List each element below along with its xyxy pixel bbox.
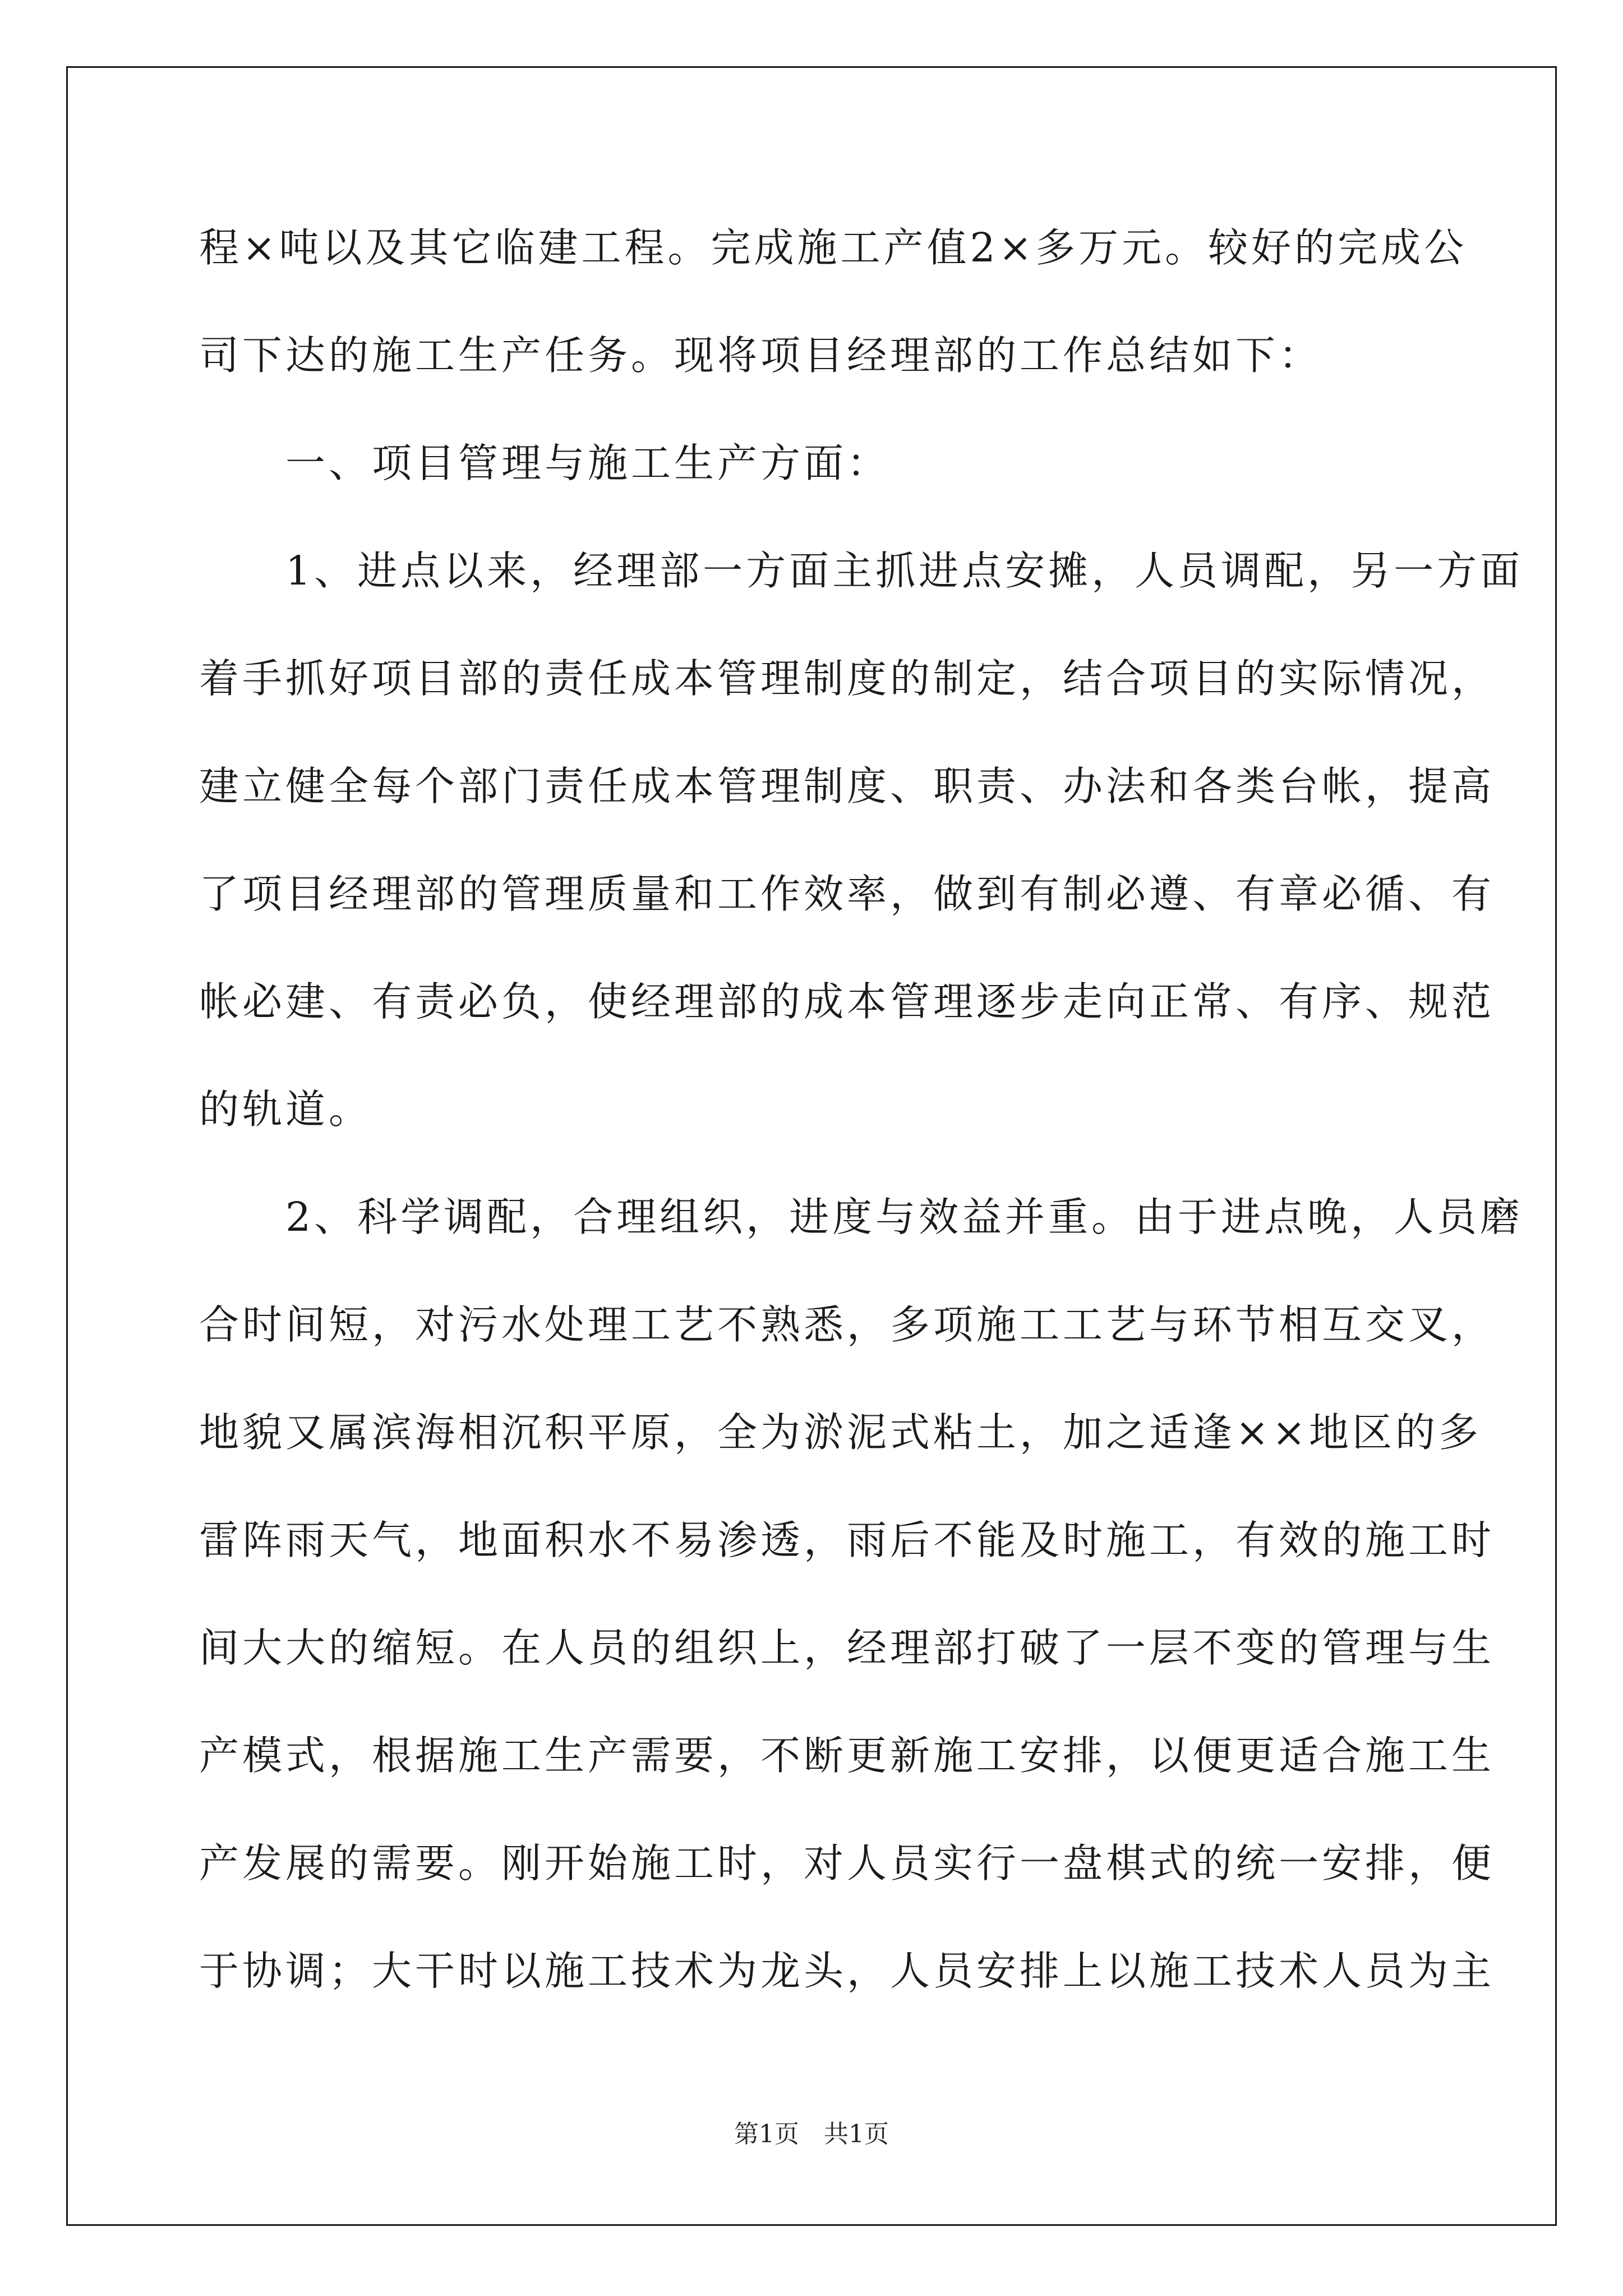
- text-line: 雷阵雨天气，地面积水不易渗透，雨后不能及时施工，有效的施工时: [199, 1517, 1495, 1563]
- text-line: 的轨道。: [199, 1086, 372, 1133]
- section-heading: 一、项目管理与施工生产方面：: [199, 440, 891, 486]
- text-line: 合时间短，对污水处理工艺不熟悉，多项施工工艺与环节相互交叉，: [199, 1301, 1495, 1348]
- text-line: 程×吨以及其它临建工程。完成施工产值2×多万元。较好的完成公: [199, 224, 1468, 271]
- text-line: 建立健全每个部门责任成本管理制度、职责、办法和各类台帐，提高: [199, 763, 1495, 809]
- text-line: 了项目经理部的管理质量和工作效率，做到有制必遵、有章必循、有: [199, 871, 1495, 917]
- text-line: 地貌又属滨海相沉积平原，全为淤泥式粘土，加之适逢××地区的多: [199, 1409, 1482, 1456]
- text-line: 1、进点以来，经理部一方面主抓进点安摊，人员调配，另一方面: [199, 547, 1524, 594]
- text-line: 着手抓好项目部的责任成本管理制度的制定，结合项目的实际情况，: [199, 655, 1495, 702]
- text-line: 间大大的缩短。在人员的组织上，经理部打破了一层不变的管理与生: [199, 1625, 1495, 1671]
- text-line: 司下达的施工生产任务。现将项目经理部的工作总结如下：: [199, 332, 1322, 379]
- text-line: 帐必建、有责必负，使经理部的成本管理逐步走向正常、有序、规范: [199, 978, 1495, 1025]
- document-body: [199, 220, 1524, 2051]
- text-line: 产模式，根据施工生产需要，不断更新施工安排，以便更适合施工生: [199, 1732, 1495, 1779]
- text-line: 于协调；大干时以施工技术为龙头，人员安排上以施工技术人员为主: [199, 1948, 1495, 1994]
- page-number: 第1页 共1页: [734, 2120, 889, 2148]
- text-line: 产发展的需要。刚开始施工时，对人员实行一盘棋式的统一安排，便: [199, 1840, 1495, 1887]
- page-footer: [0, 2118, 1623, 2151]
- text-line: 2、科学调配，合理组织，进度与效益并重。由于进点晚，人员磨: [199, 1194, 1524, 1240]
